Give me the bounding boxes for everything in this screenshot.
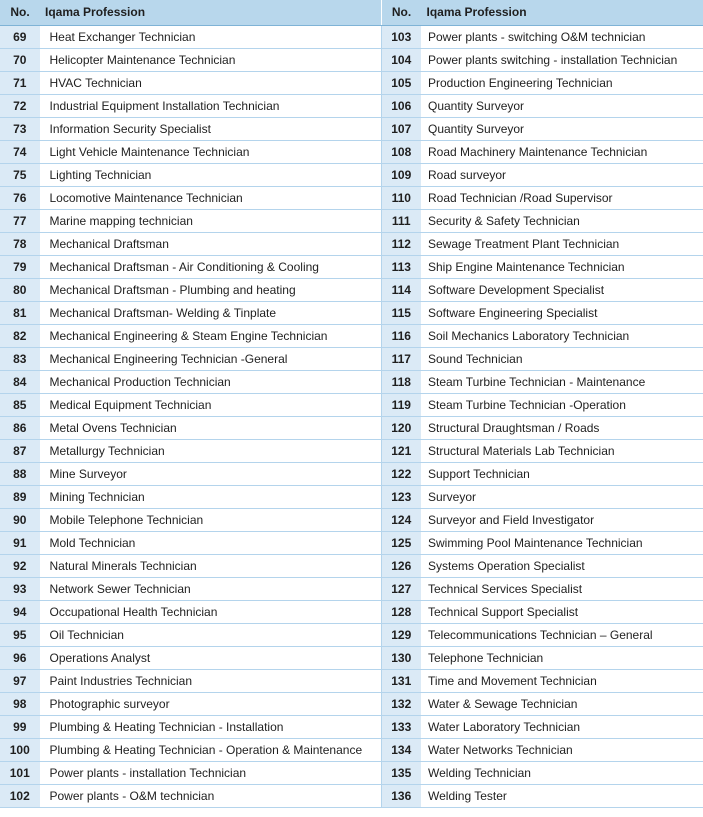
table-row — [0, 623, 381, 646]
row-number: 87 — [0, 439, 40, 462]
profession-name: Welding Tester — [422, 784, 703, 807]
profession-name: Sewage Treatment Plant Technician — [422, 232, 703, 255]
row-number: 101 — [0, 761, 40, 784]
profession-name: HVAC Technician — [40, 71, 381, 94]
row-number: 73 — [0, 117, 40, 140]
row-number: 70 — [0, 48, 40, 71]
table-row — [0, 784, 381, 807]
profession-name: Welding Technician — [422, 761, 703, 784]
table-row — [382, 439, 703, 462]
table-row — [0, 255, 381, 278]
table-row — [0, 554, 381, 577]
table-row — [382, 715, 703, 738]
profession-name: Ship Engine Maintenance Technician — [422, 255, 703, 278]
row-number: 129 — [382, 623, 422, 646]
table-header-row — [382, 0, 703, 25]
table-row — [382, 117, 703, 140]
row-number: 99 — [0, 715, 40, 738]
header-no: No. — [0, 0, 40, 25]
table-row — [0, 186, 381, 209]
row-number: 118 — [382, 370, 422, 393]
profession-name: Water Networks Technician — [422, 738, 703, 761]
table-row — [0, 577, 381, 600]
profession-name: Medical Equipment Technician — [40, 393, 381, 416]
table-row — [382, 71, 703, 94]
row-number: 132 — [382, 692, 422, 715]
table-header-row — [0, 0, 381, 25]
profession-name: Road Technician /Road Supervisor — [422, 186, 703, 209]
profession-name: Structural Draughtsman / Roads — [422, 416, 703, 439]
table-row — [0, 232, 381, 255]
row-number: 93 — [0, 577, 40, 600]
profession-name: Road Machinery Maintenance Technician — [422, 140, 703, 163]
profession-name: Software Development Specialist — [422, 278, 703, 301]
table-row — [382, 669, 703, 692]
row-number: 105 — [382, 71, 422, 94]
row-number: 89 — [0, 485, 40, 508]
row-number: 133 — [382, 715, 422, 738]
row-number: 98 — [0, 692, 40, 715]
table-row — [382, 163, 703, 186]
table-row — [382, 600, 703, 623]
table-row — [382, 370, 703, 393]
table-row — [0, 508, 381, 531]
profession-name: Power plants - installation Technician — [40, 761, 381, 784]
table-row — [0, 25, 381, 48]
row-number: 103 — [382, 25, 422, 48]
row-number: 121 — [382, 439, 422, 462]
table-row — [382, 301, 703, 324]
profession-name: Security & Safety Technician — [422, 209, 703, 232]
profession-name: Natural Minerals Technician — [40, 554, 381, 577]
table-row — [0, 48, 381, 71]
table-row — [382, 393, 703, 416]
table-row — [382, 255, 703, 278]
row-number: 107 — [382, 117, 422, 140]
profession-name: Mechanical Draftsman - Air Conditioning & Cooling — [40, 255, 381, 278]
table-row — [0, 715, 381, 738]
row-number: 113 — [382, 255, 422, 278]
profession-name: Swimming Pool Maintenance Technician — [422, 531, 703, 554]
row-number: 79 — [0, 255, 40, 278]
profession-name: Occupational Health Technician — [40, 600, 381, 623]
profession-name: Mechanical Draftsman - Plumbing and heating — [40, 278, 381, 301]
table-row — [382, 278, 703, 301]
row-number: 96 — [0, 646, 40, 669]
profession-name: Helicopter Maintenance Technician — [40, 48, 381, 71]
profession-name: Mechanical Engineering & Steam Engine Technician — [40, 324, 381, 347]
profession-name: Mobile Telephone Technician — [40, 508, 381, 531]
profession-name: Mechanical Draftsman — [40, 232, 381, 255]
row-number: 85 — [0, 393, 40, 416]
table-row — [0, 761, 381, 784]
row-number: 82 — [0, 324, 40, 347]
profession-name: Industrial Equipment Installation Technician — [40, 94, 381, 117]
table-row — [382, 761, 703, 784]
table-row — [382, 140, 703, 163]
row-number: 120 — [382, 416, 422, 439]
row-number: 124 — [382, 508, 422, 531]
table-row — [0, 347, 381, 370]
table-row — [382, 531, 703, 554]
profession-name: Quantity Surveyor — [422, 117, 703, 140]
table-row — [382, 209, 703, 232]
profession-name: Water Laboratory Technician — [422, 715, 703, 738]
row-number: 71 — [0, 71, 40, 94]
profession-name: Production Engineering Technician — [422, 71, 703, 94]
row-number: 131 — [382, 669, 422, 692]
table-row — [0, 416, 381, 439]
table-row — [382, 554, 703, 577]
table-row — [0, 393, 381, 416]
table-row — [0, 94, 381, 117]
row-number: 72 — [0, 94, 40, 117]
profession-name: Plumbing & Heating Technician - Installation — [40, 715, 381, 738]
table-row — [382, 692, 703, 715]
row-number: 100 — [0, 738, 40, 761]
table-row — [382, 186, 703, 209]
table-row — [0, 600, 381, 623]
table-row — [0, 692, 381, 715]
table-row — [382, 25, 703, 48]
header-profession: Iqama Profession — [422, 0, 703, 25]
profession-name: Water & Sewage Technician — [422, 692, 703, 715]
row-number: 81 — [0, 301, 40, 324]
table-row — [382, 508, 703, 531]
row-number: 117 — [382, 347, 422, 370]
row-number: 94 — [0, 600, 40, 623]
table-row — [382, 485, 703, 508]
table-row — [382, 324, 703, 347]
table-row — [0, 324, 381, 347]
row-number: 104 — [382, 48, 422, 71]
profession-name: Lighting Technician — [40, 163, 381, 186]
table-row — [0, 117, 381, 140]
table-row — [0, 738, 381, 761]
header-no: No. — [382, 0, 422, 25]
row-number: 126 — [382, 554, 422, 577]
row-number: 90 — [0, 508, 40, 531]
header-profession: Iqama Profession — [40, 0, 381, 25]
row-number: 88 — [0, 462, 40, 485]
profession-name: Network Sewer Technician — [40, 577, 381, 600]
profession-name: Surveyor — [422, 485, 703, 508]
row-number: 116 — [382, 324, 422, 347]
profession-name: Operations Analyst — [40, 646, 381, 669]
row-number: 127 — [382, 577, 422, 600]
row-number: 110 — [382, 186, 422, 209]
row-number: 102 — [0, 784, 40, 807]
profession-name: Soil Mechanics Laboratory Technician — [422, 324, 703, 347]
profession-name: Telecommunications Technician – General — [422, 623, 703, 646]
profession-name: Support Technician — [422, 462, 703, 485]
table-row — [0, 140, 381, 163]
table-row — [382, 94, 703, 117]
row-number: 134 — [382, 738, 422, 761]
profession-name: Mechanical Draftsman- Welding & Tinplate — [40, 301, 381, 324]
profession-name: Mold Technician — [40, 531, 381, 554]
row-number: 95 — [0, 623, 40, 646]
profession-name: Power plants - O&M technician — [40, 784, 381, 807]
profession-name: Paint Industries Technician — [40, 669, 381, 692]
profession-name: Mine Surveyor — [40, 462, 381, 485]
table-row — [0, 462, 381, 485]
table-row — [0, 301, 381, 324]
table-row — [382, 784, 703, 807]
table-row — [382, 48, 703, 71]
row-number: 92 — [0, 554, 40, 577]
table-row — [382, 462, 703, 485]
row-number: 86 — [0, 416, 40, 439]
row-number: 135 — [382, 761, 422, 784]
row-number: 115 — [382, 301, 422, 324]
table-row — [0, 370, 381, 393]
table-row — [0, 669, 381, 692]
row-number: 75 — [0, 163, 40, 186]
row-number: 122 — [382, 462, 422, 485]
row-number: 83 — [0, 347, 40, 370]
profession-name: Quantity Surveyor — [422, 94, 703, 117]
profession-name: Telephone Technician — [422, 646, 703, 669]
profession-name: Steam Turbine Technician -Operation — [422, 393, 703, 416]
profession-name: Light Vehicle Maintenance Technician — [40, 140, 381, 163]
profession-name: Plumbing & Heating Technician - Operation & Maintenance — [40, 738, 381, 761]
profession-name: Time and Movement Technician — [422, 669, 703, 692]
profession-name: Systems Operation Specialist — [422, 554, 703, 577]
row-number: 136 — [382, 784, 422, 807]
profession-name: Software Engineering Specialist — [422, 301, 703, 324]
table-row — [382, 232, 703, 255]
profession-name: Power plants switching - installation Technician — [422, 48, 703, 71]
profession-name: Heat Exchanger Technician — [40, 25, 381, 48]
profession-name: Technical Support Specialist — [422, 600, 703, 623]
table-row — [0, 531, 381, 554]
table-row — [382, 738, 703, 761]
row-number: 128 — [382, 600, 422, 623]
profession-name: Marine mapping technician — [40, 209, 381, 232]
profession-name: Photographic surveyor — [40, 692, 381, 715]
row-number: 114 — [382, 278, 422, 301]
table-row — [0, 278, 381, 301]
table-row — [382, 416, 703, 439]
row-number: 84 — [0, 370, 40, 393]
row-number: 91 — [0, 531, 40, 554]
table-row — [0, 163, 381, 186]
profession-name: Metal Ovens Technician — [40, 416, 381, 439]
profession-name: Road surveyor — [422, 163, 703, 186]
table-row — [382, 577, 703, 600]
row-number: 109 — [382, 163, 422, 186]
table-row — [382, 623, 703, 646]
profession-name: Mechanical Production Technician — [40, 370, 381, 393]
table-row — [382, 347, 703, 370]
table-row — [0, 209, 381, 232]
row-number: 78 — [0, 232, 40, 255]
table-row — [0, 646, 381, 669]
row-number: 76 — [0, 186, 40, 209]
row-number: 123 — [382, 485, 422, 508]
row-number: 119 — [382, 393, 422, 416]
profession-name: Metallurgy Technician — [40, 439, 381, 462]
row-number: 111 — [382, 209, 422, 232]
row-number: 112 — [382, 232, 422, 255]
profession-name: Information Security Specialist — [40, 117, 381, 140]
profession-name: Locomotive Maintenance Technician — [40, 186, 381, 209]
profession-name: Mining Technician — [40, 485, 381, 508]
profession-name: Surveyor and Field Investigator — [422, 508, 703, 531]
profession-name: Oil Technician — [40, 623, 381, 646]
row-number: 125 — [382, 531, 422, 554]
profession-name: Structural Materials Lab Technician — [422, 439, 703, 462]
table-row — [0, 71, 381, 94]
profession-name: Sound Technician — [422, 347, 703, 370]
profession-name: Mechanical Engineering Technician -General — [40, 347, 381, 370]
row-number: 106 — [382, 94, 422, 117]
row-number: 69 — [0, 25, 40, 48]
table-row — [382, 646, 703, 669]
row-number: 130 — [382, 646, 422, 669]
row-number: 80 — [0, 278, 40, 301]
row-number: 74 — [0, 140, 40, 163]
row-number: 108 — [382, 140, 422, 163]
row-number: 97 — [0, 669, 40, 692]
table-row — [0, 439, 381, 462]
profession-name: Power plants - switching O&M technician — [422, 25, 703, 48]
row-number: 77 — [0, 209, 40, 232]
profession-name: Technical Services Specialist — [422, 577, 703, 600]
profession-table-right — [382, 0, 703, 808]
table-row — [0, 485, 381, 508]
profession-name: Steam Turbine Technician - Maintenance — [422, 370, 703, 393]
